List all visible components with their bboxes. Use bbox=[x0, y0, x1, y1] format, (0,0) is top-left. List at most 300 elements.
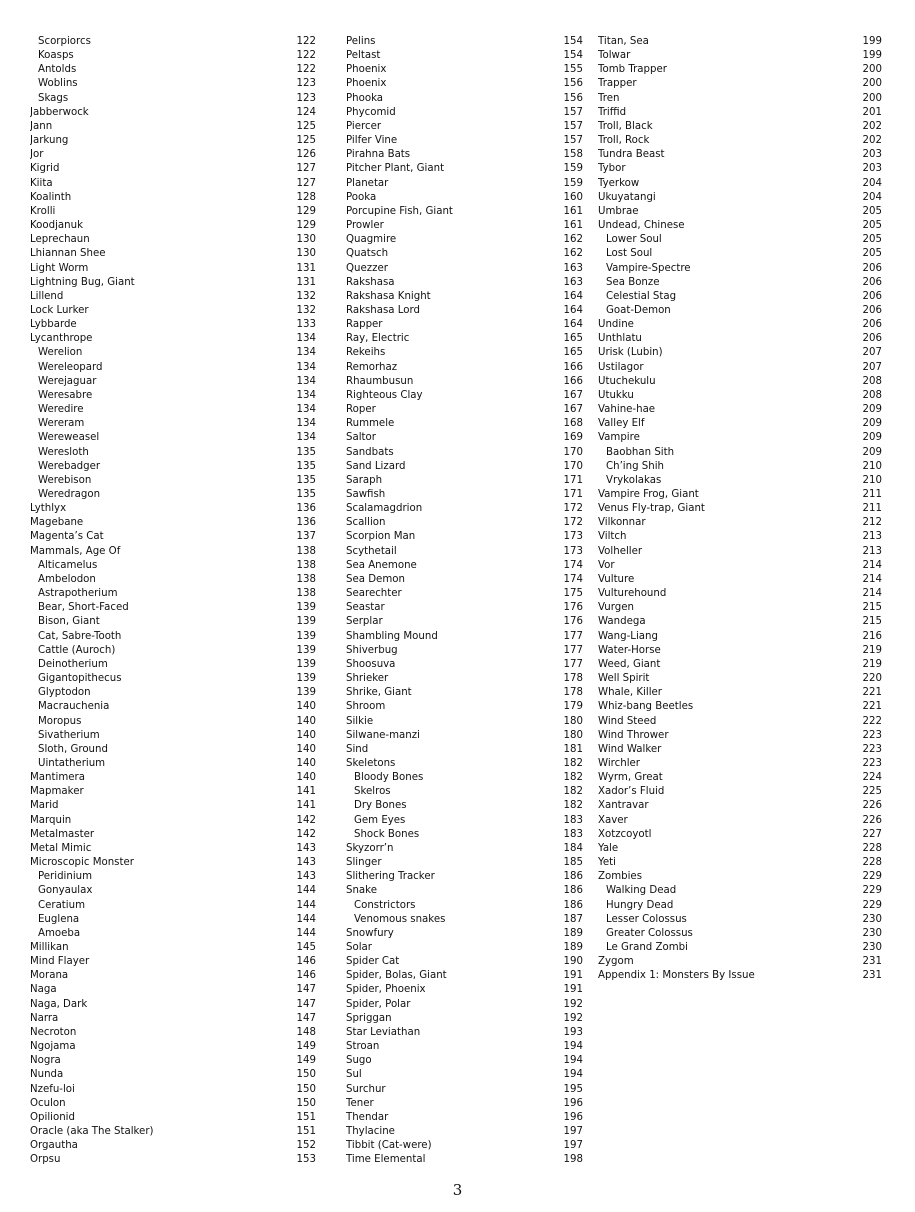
entry-name: Ngojama bbox=[30, 1041, 76, 1053]
entry-name: Umbrae bbox=[598, 205, 639, 217]
entry-page-number: 214 bbox=[862, 559, 882, 571]
entry-name: Sloth, Ground bbox=[38, 743, 108, 755]
entry-name: Surchur bbox=[346, 1083, 386, 1095]
entry-name: Shambling Mound bbox=[346, 630, 438, 642]
entry-name: Whiz-bang Beetles bbox=[598, 701, 694, 713]
entry-page-number: 210 bbox=[862, 474, 882, 486]
entry-name: Wyrm, Great bbox=[598, 772, 663, 784]
entry-page-number: 179 bbox=[563, 701, 583, 713]
index-subentry bbox=[30, 460, 316, 474]
entry-page-number: 136 bbox=[296, 517, 316, 529]
entry-name: Sind bbox=[346, 743, 369, 755]
index-entry bbox=[30, 1026, 316, 1040]
entry-name: Vampire Frog, Giant bbox=[598, 489, 699, 500]
entry-page-number: 222 bbox=[862, 715, 882, 727]
index-entry bbox=[346, 346, 583, 360]
entry-page-number: 170 bbox=[563, 460, 583, 472]
entry-name: Venus Fly-trap, Giant bbox=[598, 503, 705, 515]
entry-name: Nzefu-loi bbox=[30, 1083, 75, 1095]
entry-name: Narra bbox=[30, 1012, 59, 1024]
entry-page-number: 198 bbox=[563, 1154, 583, 1166]
entry-page-number: 146 bbox=[296, 956, 316, 968]
entry-page-number: 206 bbox=[862, 319, 882, 331]
entry-page-number: 229 bbox=[862, 885, 882, 897]
entry-page-number: 134 bbox=[296, 389, 316, 401]
entry-name: Planetar bbox=[346, 177, 389, 189]
entry-name: Pitcher Plant, Giant bbox=[346, 163, 445, 175]
index-entry bbox=[346, 488, 583, 502]
entry-page-number: 150 bbox=[296, 1097, 316, 1109]
index-entry bbox=[346, 1040, 583, 1054]
entry-page-number: 147 bbox=[296, 984, 316, 996]
entry-page-number: 133 bbox=[296, 319, 316, 331]
entry-name: Bear, Short-Faced bbox=[38, 602, 129, 614]
entry-name: Spider, Polar bbox=[346, 998, 411, 1010]
entry-page-number: 162 bbox=[563, 248, 583, 260]
index-entry bbox=[598, 318, 882, 332]
entry-page-number: 158 bbox=[563, 149, 583, 161]
entry-page-number: 144 bbox=[296, 899, 316, 911]
entry-page-number: 161 bbox=[563, 220, 583, 232]
entry-page-number: 147 bbox=[296, 1012, 316, 1024]
entry-page-number: 209 bbox=[862, 418, 882, 430]
index-entry bbox=[346, 318, 583, 332]
entry-page-number: 176 bbox=[563, 616, 583, 628]
index-entry bbox=[30, 842, 316, 856]
entry-name: Vurgen bbox=[598, 602, 634, 614]
index-entry bbox=[346, 658, 583, 672]
index-entry bbox=[346, 757, 583, 771]
index-entry bbox=[598, 63, 882, 77]
entry-name: Titan, Sea bbox=[598, 36, 649, 47]
index-subentry bbox=[30, 403, 316, 417]
index-entry bbox=[598, 488, 882, 502]
entry-name: Marid bbox=[30, 800, 59, 812]
entry-page-number: 190 bbox=[563, 956, 583, 968]
entry-page-number: 230 bbox=[862, 927, 882, 939]
index-entry bbox=[346, 262, 583, 276]
entry-page-number: 134 bbox=[296, 361, 316, 373]
entry-name: Kigrid bbox=[30, 163, 60, 175]
entry-page-number: 178 bbox=[563, 673, 583, 685]
entry-page-number: 122 bbox=[296, 50, 316, 62]
entry-name: Sand Lizard bbox=[346, 460, 406, 472]
index-entry bbox=[346, 375, 583, 389]
index-entry bbox=[346, 276, 583, 290]
index-entry bbox=[346, 983, 583, 997]
entry-page-number: 194 bbox=[563, 1041, 583, 1053]
entry-page-number: 130 bbox=[296, 248, 316, 260]
entry-name: Antolds bbox=[38, 64, 77, 76]
index-entry bbox=[346, 1153, 583, 1167]
index-entry bbox=[30, 530, 316, 544]
entry-name: Nogra bbox=[30, 1055, 61, 1067]
index-entry bbox=[30, 262, 316, 276]
index-entry bbox=[346, 870, 583, 884]
entry-page-number: 209 bbox=[862, 432, 882, 444]
index-entry bbox=[346, 304, 583, 318]
entry-name: Piercer bbox=[346, 120, 382, 132]
entry-name: Tren bbox=[598, 92, 620, 104]
entry-page-number: 226 bbox=[862, 800, 882, 812]
index-entry bbox=[346, 1111, 583, 1125]
entry-page-number: 187 bbox=[563, 913, 583, 925]
entry-name: Scythetail bbox=[346, 545, 397, 557]
entry-name: Macrauchenia bbox=[38, 701, 110, 713]
entry-page-number: 174 bbox=[563, 573, 583, 585]
entry-name: Skelros bbox=[354, 786, 391, 798]
entry-page-number: 183 bbox=[563, 828, 583, 840]
index-subentry bbox=[30, 672, 316, 686]
index-entry bbox=[346, 998, 583, 1012]
entry-name: Tomb Trapper bbox=[598, 64, 667, 76]
entry-name: Saraph bbox=[346, 474, 383, 486]
entry-name: Venomous snakes bbox=[354, 913, 446, 925]
index-entry bbox=[346, 1083, 583, 1097]
index-entry bbox=[346, 361, 583, 375]
index-subentry bbox=[30, 389, 316, 403]
entry-name: Necroton bbox=[30, 1026, 77, 1038]
entry-name: Tibbit (Cat-were) bbox=[346, 1140, 432, 1152]
index-subentry bbox=[598, 446, 882, 460]
entry-page-number: 137 bbox=[296, 531, 316, 543]
index-entry bbox=[30, 1068, 316, 1082]
entry-name: Ambelodon bbox=[38, 573, 96, 585]
index-entry bbox=[30, 219, 316, 233]
entry-name: Lock Lurker bbox=[30, 304, 89, 316]
index-subentry bbox=[30, 757, 316, 771]
index-entry bbox=[30, 148, 316, 162]
entry-name: Stroan bbox=[346, 1041, 380, 1053]
entry-page-number: 142 bbox=[296, 828, 316, 840]
index-entry bbox=[598, 955, 882, 969]
entry-page-number: 173 bbox=[563, 545, 583, 557]
entry-name: Sandbats bbox=[346, 446, 394, 458]
index-entry bbox=[598, 672, 882, 686]
entry-page-number: 140 bbox=[296, 743, 316, 755]
entry-page-number: 122 bbox=[296, 36, 316, 47]
index-subentry bbox=[30, 644, 316, 658]
entry-page-number: 184 bbox=[563, 842, 583, 854]
entry-page-number: 144 bbox=[296, 913, 316, 925]
entry-page-number: 209 bbox=[862, 404, 882, 416]
entry-name: Magenta’s Cat bbox=[30, 531, 104, 543]
entry-name: Orpsu bbox=[30, 1154, 61, 1166]
index-subentry bbox=[598, 460, 882, 474]
entry-name: Krolli bbox=[30, 205, 56, 217]
entry-page-number: 174 bbox=[563, 559, 583, 571]
entry-page-number: 180 bbox=[563, 715, 583, 727]
index-entry bbox=[346, 559, 583, 573]
entry-name: Phoenix bbox=[346, 78, 387, 90]
entry-name: Leprechaun bbox=[30, 234, 90, 246]
index-entry bbox=[598, 77, 882, 91]
entry-name: Koasps bbox=[38, 50, 74, 62]
entry-name: Skags bbox=[38, 92, 69, 104]
entry-page-number: 203 bbox=[862, 163, 882, 175]
entry-page-number: 157 bbox=[563, 106, 583, 118]
entry-name: Seastar bbox=[346, 602, 385, 614]
index-entry bbox=[346, 191, 583, 205]
index-subentry bbox=[30, 488, 316, 502]
entry-name: Xador’s Fluid bbox=[598, 786, 665, 798]
index-entry bbox=[346, 35, 583, 49]
index-entry bbox=[346, 743, 583, 757]
entry-page-number: 140 bbox=[296, 701, 316, 713]
entry-page-number: 191 bbox=[563, 984, 583, 996]
index-entry bbox=[598, 757, 882, 771]
entry-page-number: 139 bbox=[296, 658, 316, 670]
entry-name: Whale, Killer bbox=[598, 687, 662, 699]
index-entry bbox=[346, 573, 583, 587]
entry-page-number: 125 bbox=[296, 135, 316, 147]
index-entry bbox=[598, 516, 882, 530]
index-subentry bbox=[598, 941, 882, 955]
entry-page-number: 163 bbox=[563, 276, 583, 288]
entry-page-number: 157 bbox=[563, 120, 583, 132]
index-entry bbox=[346, 941, 583, 955]
entry-name: Rakshasa Knight bbox=[346, 290, 431, 302]
entry-name: Constrictors bbox=[354, 899, 416, 911]
index-subentry bbox=[30, 700, 316, 714]
index-entry bbox=[346, 162, 583, 176]
entry-page-number: 209 bbox=[862, 446, 882, 458]
index-entry bbox=[346, 332, 583, 346]
index-entry bbox=[598, 431, 882, 445]
entry-name: Troll, Black bbox=[598, 120, 653, 132]
index-entry bbox=[346, 92, 583, 106]
entry-page-number: 167 bbox=[563, 389, 583, 401]
entry-name: Microscopic Monster bbox=[30, 857, 134, 869]
entry-page-number: 223 bbox=[862, 743, 882, 755]
entry-page-number: 172 bbox=[563, 517, 583, 529]
entry-name: Shock Bones bbox=[354, 828, 420, 840]
entry-page-number: 130 bbox=[296, 234, 316, 246]
index-entry bbox=[30, 304, 316, 318]
entry-page-number: 215 bbox=[862, 602, 882, 614]
entry-name: Hungry Dead bbox=[606, 899, 674, 911]
index-subentry bbox=[598, 899, 882, 913]
entry-page-number: 196 bbox=[563, 1111, 583, 1123]
entry-page-number: 197 bbox=[563, 1140, 583, 1152]
entry-name: Thylacine bbox=[346, 1126, 395, 1138]
index-entry bbox=[598, 417, 882, 431]
entry-page-number: 164 bbox=[563, 319, 583, 331]
entry-name: Marquin bbox=[30, 814, 72, 826]
index-entry bbox=[598, 346, 882, 360]
index-entry bbox=[30, 814, 316, 828]
entry-name: Quezzer bbox=[346, 262, 388, 274]
index-subentry bbox=[30, 870, 316, 884]
entry-name: Jor bbox=[30, 149, 44, 161]
index-subentry bbox=[598, 913, 882, 927]
entry-page-number: 160 bbox=[563, 191, 583, 203]
index-subentry bbox=[598, 927, 882, 941]
index-entry bbox=[598, 177, 882, 191]
entry-name: Xantravar bbox=[598, 800, 649, 812]
entry-page-number: 173 bbox=[563, 531, 583, 543]
entry-page-number: 192 bbox=[563, 998, 583, 1010]
index-entry bbox=[30, 318, 316, 332]
entry-name: Shrieker bbox=[346, 673, 389, 685]
entry-page-number: 226 bbox=[862, 814, 882, 826]
entry-page-number: 206 bbox=[862, 304, 882, 316]
entry-page-number: 177 bbox=[563, 630, 583, 642]
entry-name: Naga, Dark bbox=[30, 998, 88, 1010]
entry-name: Snake bbox=[346, 885, 377, 897]
entry-page-number: 182 bbox=[563, 772, 583, 784]
index-subentry bbox=[346, 899, 583, 913]
index-entry bbox=[346, 63, 583, 77]
index-entry bbox=[346, 601, 583, 615]
entry-name: Slinger bbox=[346, 857, 382, 869]
index-entry bbox=[598, 743, 882, 757]
entry-name: Metalmaster bbox=[30, 828, 95, 840]
index-entry bbox=[30, 856, 316, 870]
index-entry bbox=[30, 1111, 316, 1125]
entry-page-number: 166 bbox=[563, 361, 583, 373]
index-entry bbox=[346, 1139, 583, 1153]
entry-page-number: 125 bbox=[296, 120, 316, 132]
entry-page-number: 154 bbox=[563, 50, 583, 62]
entry-page-number: 210 bbox=[862, 460, 882, 472]
entry-page-number: 166 bbox=[563, 375, 583, 387]
entry-name: Sugo bbox=[346, 1055, 372, 1067]
entry-page-number: 163 bbox=[563, 262, 583, 274]
entry-page-number: 205 bbox=[862, 205, 882, 217]
entry-name: Naga bbox=[30, 984, 57, 996]
index-entry bbox=[598, 615, 882, 629]
entry-name: Xaver bbox=[598, 814, 628, 826]
index-entry bbox=[30, 332, 316, 346]
index-entry bbox=[598, 545, 882, 559]
entry-page-number: 211 bbox=[862, 503, 882, 515]
entry-name: Werelion bbox=[38, 347, 83, 359]
entry-name: Rummele bbox=[346, 418, 395, 430]
entry-name: Jarkung bbox=[30, 135, 69, 147]
entry-page-number: 154 bbox=[563, 36, 583, 47]
index-subentry bbox=[346, 814, 583, 828]
entry-page-number: 136 bbox=[296, 503, 316, 515]
index-subentry bbox=[30, 630, 316, 644]
entry-page-number: 124 bbox=[296, 106, 316, 118]
entry-name: Trapper bbox=[598, 78, 637, 90]
index-entry bbox=[346, 969, 583, 983]
index-entry bbox=[346, 502, 583, 516]
index-subentry bbox=[346, 828, 583, 842]
index-entry bbox=[346, 700, 583, 714]
index-entry bbox=[346, 417, 583, 431]
entry-name: Lycanthrope bbox=[30, 333, 93, 345]
entry-name: Star Leviathan bbox=[346, 1026, 421, 1038]
entry-name: Utuchekulu bbox=[598, 375, 656, 387]
index-entry bbox=[598, 191, 882, 205]
entry-name: Scorpiorcs bbox=[38, 36, 91, 47]
index-entry bbox=[30, 969, 316, 983]
index-subentry bbox=[30, 431, 316, 445]
index-entry bbox=[598, 120, 882, 134]
entry-name: Wereweasel bbox=[38, 432, 100, 444]
entry-page-number: 221 bbox=[862, 687, 882, 699]
entry-page-number: 215 bbox=[862, 616, 882, 628]
index-entry bbox=[30, 1153, 316, 1167]
index-subentry bbox=[30, 35, 316, 49]
index-entry bbox=[598, 814, 882, 828]
index-subentry bbox=[30, 615, 316, 629]
entry-name: Yale bbox=[598, 842, 619, 854]
entry-page-number: 205 bbox=[862, 234, 882, 246]
index-entry bbox=[346, 686, 583, 700]
entry-page-number: 175 bbox=[563, 588, 583, 600]
index-entry bbox=[598, 573, 882, 587]
entry-name: Slithering Tracker bbox=[346, 871, 435, 883]
entry-name: Well Spirit bbox=[598, 673, 650, 685]
index-subentry bbox=[346, 799, 583, 813]
entry-page-number: 139 bbox=[296, 630, 316, 642]
entry-name: Yeti bbox=[598, 857, 616, 869]
entry-name: Werejaguar bbox=[38, 375, 97, 387]
index-subentry bbox=[30, 92, 316, 106]
entry-name: Bloody Bones bbox=[354, 772, 424, 784]
entry-page-number: 138 bbox=[296, 573, 316, 585]
index-subentry bbox=[30, 686, 316, 700]
entry-name: Baobhan Sith bbox=[606, 446, 675, 458]
entry-name: Pirahna Bats bbox=[346, 149, 411, 161]
entry-name: Pilfer Vine bbox=[346, 135, 398, 147]
entry-name: Utukku bbox=[598, 389, 634, 401]
entry-page-number: 216 bbox=[862, 630, 882, 642]
entry-page-number: 206 bbox=[862, 276, 882, 288]
entry-name: Zygom bbox=[598, 956, 634, 968]
entry-name: Shiverbug bbox=[346, 644, 398, 656]
index-entry bbox=[598, 219, 882, 233]
entry-page-number: 200 bbox=[862, 92, 882, 104]
entry-page-number: 146 bbox=[296, 970, 316, 982]
entry-page-number: 167 bbox=[563, 404, 583, 416]
index-subentry bbox=[30, 49, 316, 63]
entry-name: Light Worm bbox=[30, 262, 89, 274]
index-entry bbox=[346, 247, 583, 261]
index-entry bbox=[346, 587, 583, 601]
entry-name: Shoosuva bbox=[346, 658, 396, 670]
entry-name: Undine bbox=[598, 319, 634, 331]
entry-name: Sea Demon bbox=[346, 573, 405, 585]
entry-name: Walking Dead bbox=[606, 885, 677, 897]
entry-page-number: 143 bbox=[296, 871, 316, 883]
index-entry bbox=[598, 134, 882, 148]
entry-name: Bison, Giant bbox=[38, 616, 100, 628]
entry-name: Ch’ing Shih bbox=[606, 460, 665, 472]
index-entry bbox=[346, 389, 583, 403]
entry-name: Deinotherium bbox=[38, 658, 108, 670]
entry-page-number: 150 bbox=[296, 1069, 316, 1081]
entry-name: Ceratium bbox=[38, 899, 86, 911]
entry-page-number: 229 bbox=[862, 899, 882, 911]
entry-page-number: 206 bbox=[862, 262, 882, 274]
entry-page-number: 134 bbox=[296, 347, 316, 359]
entry-page-number: 139 bbox=[296, 602, 316, 614]
entry-page-number: 151 bbox=[296, 1126, 316, 1138]
entry-name: Kiita bbox=[30, 177, 53, 189]
entry-page-number: 135 bbox=[296, 474, 316, 486]
entry-page-number: 213 bbox=[862, 545, 882, 557]
index-entry bbox=[346, 530, 583, 544]
entry-page-number: 230 bbox=[862, 913, 882, 925]
index-column-2 bbox=[346, 35, 583, 1168]
entry-page-number: 225 bbox=[862, 786, 882, 798]
index-entry bbox=[346, 177, 583, 191]
entry-page-number: 123 bbox=[296, 92, 316, 104]
